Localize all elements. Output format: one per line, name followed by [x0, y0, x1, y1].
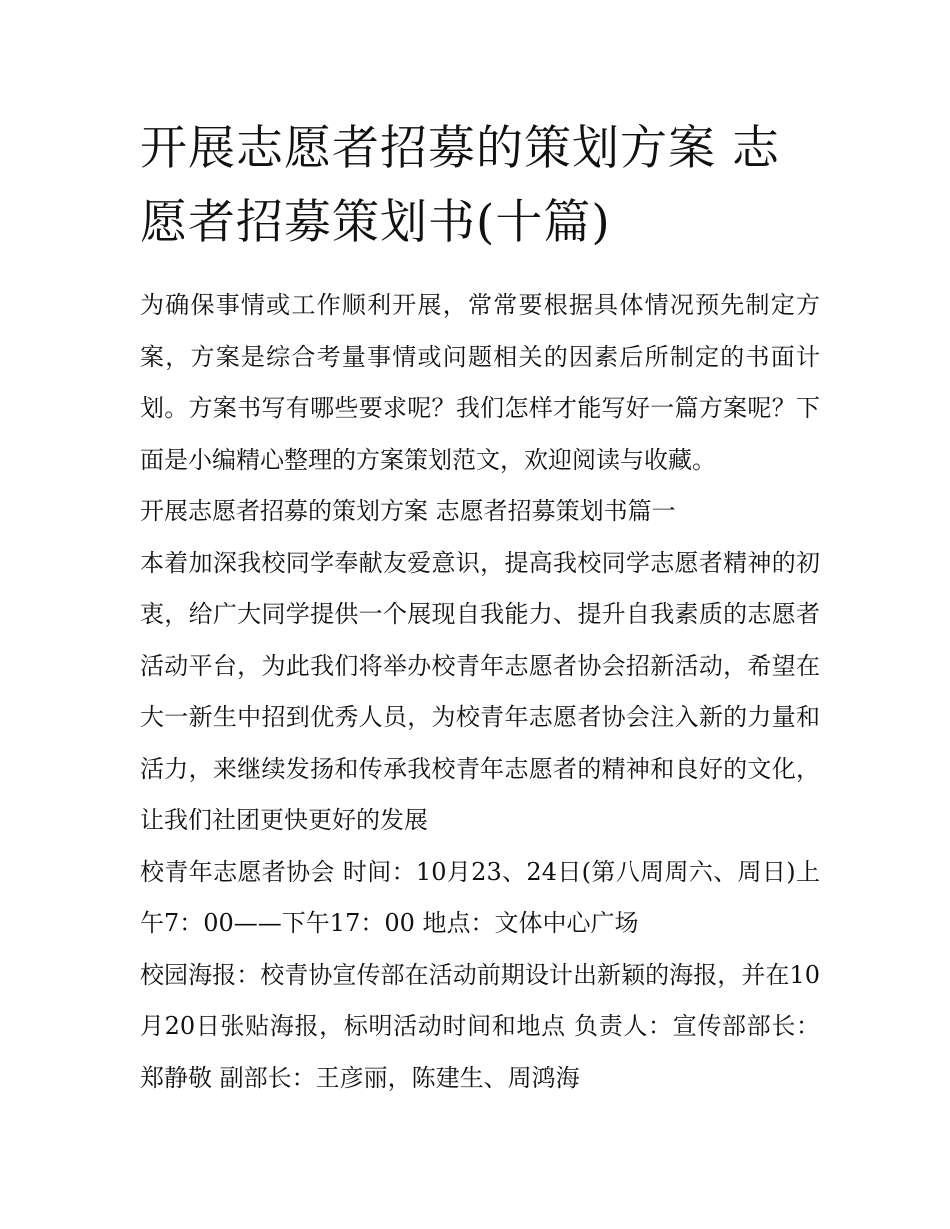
intro-paragraph: 为确保事情或工作顺利开展，常常要根据具体情况预先制定方案，方案是综合考量事情或问题相关的因素后所制定的书面计划。方案书写有哪些要求呢？我们怎样才能写好一篇方案呢？下面是小编精心整理的方案策划范文，欢迎阅读与收藏。: [140, 291, 820, 474]
time-location-paragraph: 校青年志愿者协会 时间：10月23、24日(第八周周六、周日)上午7：00——下午17：00 地点：文体中心广场: [140, 857, 820, 937]
document-body: [140, 280, 820, 1104]
section-heading: 开展志愿者招募的策划方案 志愿者招募策划书篇一: [140, 497, 676, 525]
poster-paragraph: 校园海报：校青协宣传部在活动前期设计出新颖的海报，并在10月20日张贴海报，标明活动时间和地点 负责人：宣传部部长：郑静敬 副部长：王彦丽，陈建生、周鸿海: [140, 960, 820, 1092]
document-title: 开展志愿者招募的策划方案 志愿者招募策划书(十篇): [140, 121, 780, 250]
purpose-paragraph: 本着加深我校同学奉献友爱意识，提高我校同学志愿者精神的初衷，给广大同学提供一个展现自我能力、提升自我素质的志愿者活动平台，为此我们将举办校青年志愿者协会招新活动，希望在大一新生中招到优秀人员，为校青年志愿者协会注入新的力量和活力，来继续发扬和传承我校青年志愿者的精神和良好的文化，让我们社团更快更好的发展: [140, 548, 820, 834]
